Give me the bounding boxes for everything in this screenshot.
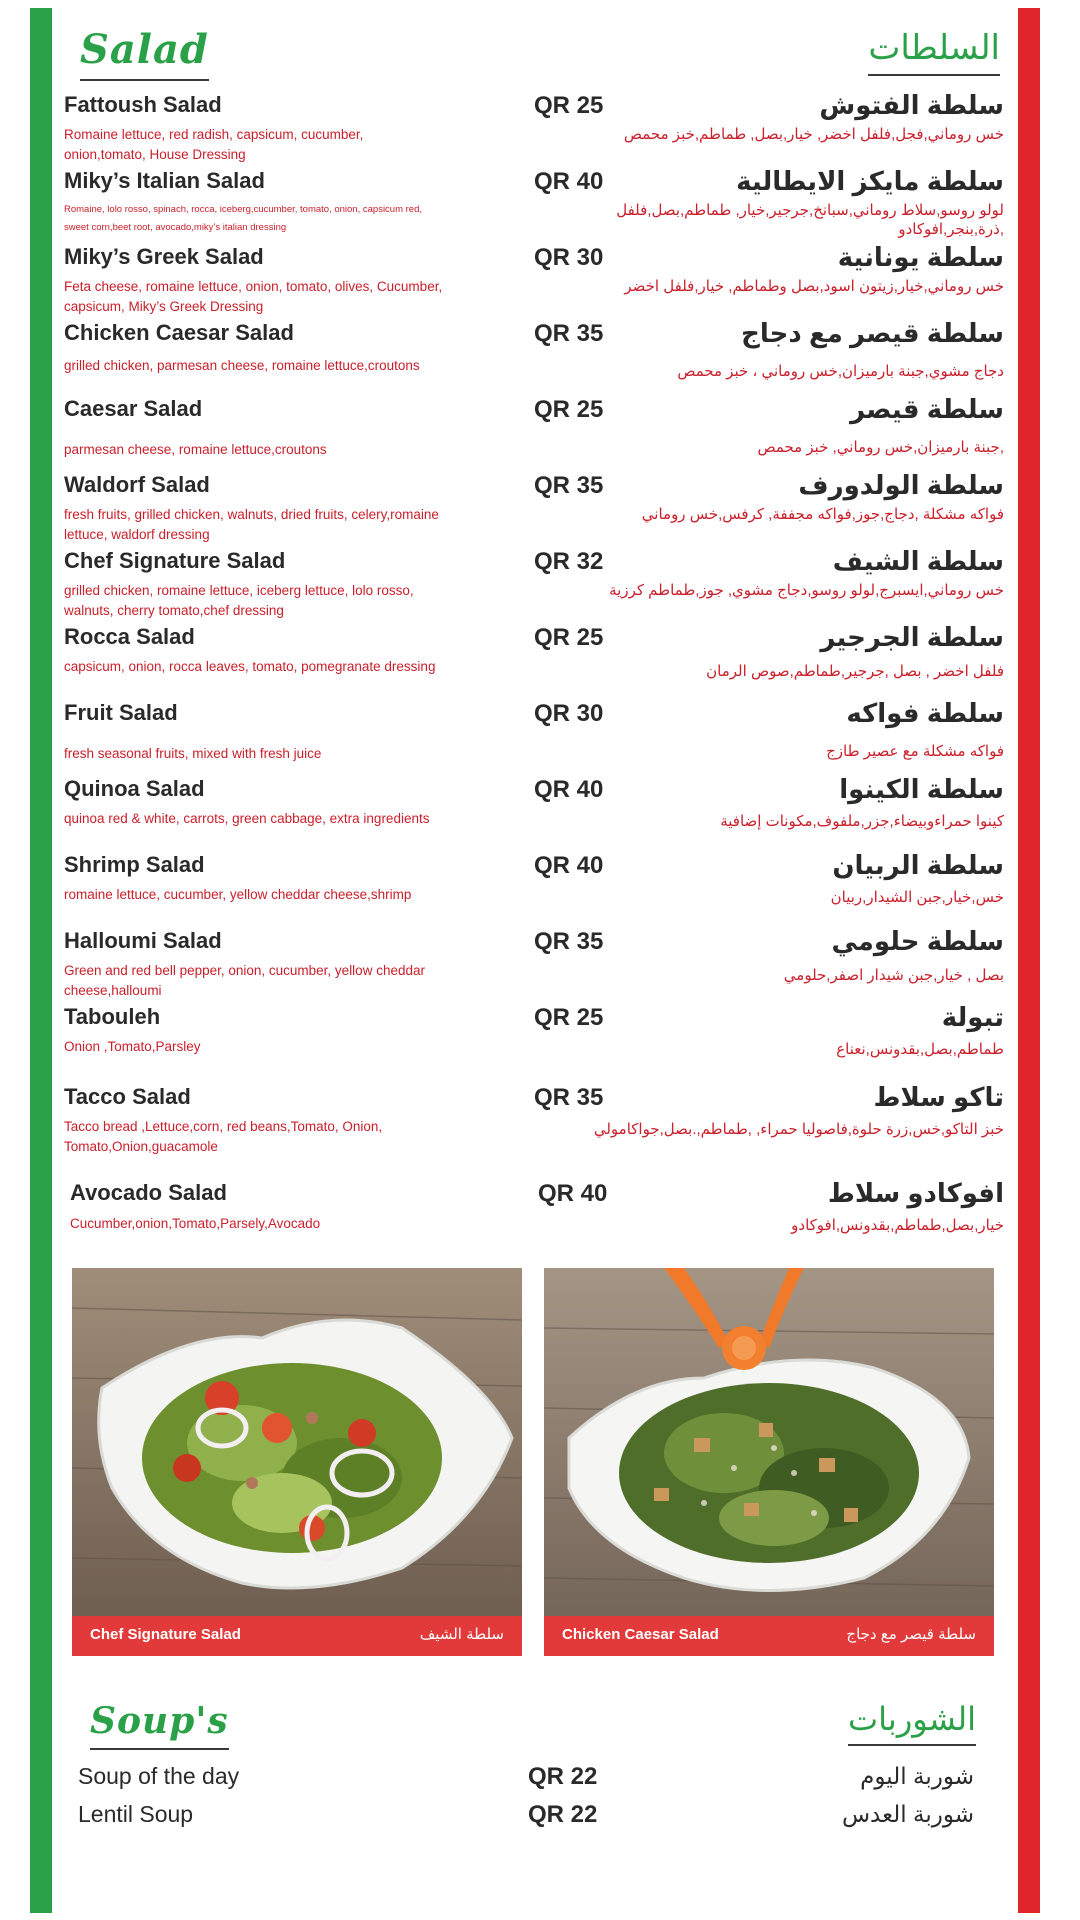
item-description-ar: فواكه مشكلة مع عصير طازج [826,743,1004,760]
item-name: Rocca Salad [64,624,195,649]
item-price: QR 30 [534,244,604,271]
item-name-ar: سلطة الشيف [832,546,1004,576]
item-description-ar: فواكه مشكلة ,دجاج,جوز,فواكه مجففة, كرفس,خس روماني [641,506,1004,523]
item-description: parmesan cheese, romaine lettuce,croutons [64,442,327,457]
item-name: Halloumi Salad [64,928,222,953]
chicken-caesar-salad-photo [544,1268,994,1616]
item-description: Romaine, lolo rosso, spinach, rocca, iceberg,cucumber, tomato, onion, capsicum red, sweet corn,beet root, avocado,miky’s italian dressing [64,204,423,233]
item-price: QR 30 [534,700,604,727]
item-name: Tacco Salad [64,1084,191,1109]
item-price: QR 35 [534,1084,604,1111]
green-frame-bar [30,8,52,1913]
item-name: Fattoush Salad [64,92,222,117]
item-name: Caesar Salad [64,396,203,421]
soup-item [78,1763,974,1801]
item-name-ar: سلطة حلومي [831,926,1004,956]
item-description-ar: خس روماني,فجل,فلفل اخضر, خيار,بصل, طماطم,خبز محمص [623,126,1004,143]
item-description-ar: خس روماني,خيار,زيتون اسود,بصل وطماطم, خيار,فلفل اخضر [624,278,1004,295]
menu-item [64,396,1004,472]
item-name: Tabouleh [64,1004,161,1029]
item-price: QR 25 [534,1004,604,1031]
item-name-ar: سلطة الكينوا [839,774,1004,804]
item-price: QR 40 [534,852,604,879]
item-description-ar: طماطم,بصل,بقدونس,نعناع [836,1041,1004,1058]
item-name-ar: سلطة فواكه [846,698,1004,728]
item-name-ar: سلطة الولدورف [798,470,1004,500]
item-name: Miky’s Italian Salad [64,168,265,193]
item-description: Feta cheese, romaine lettuce, onion, tomato, olives, Cucumber, capsicum, Miky’s Greek Dressing [64,279,443,314]
item-description-ar: بصل , خيار,جبن شيدار اصفر,حلومي [783,967,1004,984]
soup-name-ar: شوربة العدس [841,1801,974,1827]
item-description-ar: كينوا حمراءوبيضاء,جزر,ملفوف,مكونات إضافية [720,813,1004,830]
item-description: Green and red bell pepper, onion, cucumber, yellow cheddar cheese,halloumi [64,963,425,998]
item-description: romaine lettuce, cucumber, yellow cheddar cheese,shrimp [64,887,412,902]
menu-item [64,624,1004,700]
item-name-ar: سلطة مايكز الايطالية [736,166,1004,196]
item-description-ar: فلفل اخضر , بصل ,جرجير,طماطم,صوص الرمان [706,663,1004,680]
menu-item [64,1084,1004,1180]
menu-item [64,776,1004,852]
photo-caption-bar [544,1616,994,1656]
item-description-ar: دجاج مشوي,جبنة بارميزان,خس روماني ، خبز محمص [677,363,1004,380]
item-name-ar: تبولة [941,1002,1004,1032]
item-description: fresh fruits, grilled chicken, walnuts, dried fruits, celery,romaine lettuce, waldorf dressing [64,507,439,542]
menu-item [64,92,1004,168]
item-name-ar: افوكادو سلاط [827,1178,1004,1208]
photo-caption-en: Chicken Caesar Salad [562,1626,719,1643]
item-name: Avocado Salad [70,1180,227,1205]
item-description: fresh seasonal fruits, mixed with fresh juice [64,746,322,761]
item-name-ar: سلطة الفتوش [819,90,1004,120]
item-price: QR 40 [538,1180,608,1207]
salad-heading-en: Salad [80,26,209,73]
item-name-ar: سلطة قيصر [850,394,1004,424]
item-description: Tacco bread ,Lettuce,corn, red beans,Tomato, Onion, Tomato,Onion,guacamole [64,1119,383,1154]
photo-card-chicken-caesar [544,1268,994,1656]
item-name: Chicken Caesar Salad [64,320,294,345]
item-price: QR 35 [534,928,604,955]
soup-menu-list [78,1763,974,1839]
item-description: quinoa red & white, carrots, green cabbage, extra ingredients [64,811,430,826]
item-price: QR 32 [534,548,604,575]
photo-caption-en: Chef Signature Salad [90,1626,241,1643]
item-name: Quinoa Salad [64,776,205,801]
menu-item [64,168,1004,244]
item-description-ar: ,جبنة بارميزان,خس روماني, خبز محمص [757,439,1004,456]
photo-caption-ar: سلطة قيصر مع دجاج [846,1626,976,1643]
item-name: Waldorf Salad [64,472,210,497]
item-description: Onion ,Tomato,Parsley [64,1039,201,1054]
item-price: QR 40 [534,776,604,803]
menu-item [64,852,1004,928]
item-name-ar: سلطة يونانية [837,242,1004,272]
item-description-ar: لولو روسو,سلاط روماني,سبانخ,جرجير,خيار, طماطم,بصل,فلفل ,ذرة,بنجر,افوكادو [616,202,1004,238]
item-name: Shrimp Salad [64,852,205,877]
soup-name-ar: شوربة اليوم [860,1763,974,1789]
soup-price: QR 22 [528,1763,598,1790]
menu-item [64,244,1004,320]
item-name-ar: سلطة الربيان [832,850,1004,880]
item-price: QR 25 [534,624,604,651]
menu-item [64,472,1004,548]
menu-item [64,1180,1004,1244]
red-frame-bar [1018,8,1040,1913]
item-name-ar: سلطة قيصر مع دجاج [741,318,1004,348]
soup-heading-en: Soup's [90,1700,229,1742]
item-name-ar: سلطة الجرجير [820,622,1004,652]
chef-signature-salad-photo [72,1268,522,1616]
soup-item [78,1801,974,1839]
item-description: Romaine lettuce, red radish, capsicum, cucumber, onion,tomato, House Dressing [64,127,364,162]
item-price: QR 40 [534,168,604,195]
item-name: Fruit Salad [64,700,178,725]
item-name-ar: تاكو سلاط [873,1082,1004,1112]
item-description: grilled chicken, romaine lettuce, iceberg lettuce, lolo rosso, walnuts, cherry tomato,chef dressing [64,583,414,618]
photo-card-chef-signature [72,1268,522,1656]
item-description: grilled chicken, parmesan cheese, romaine lettuce,croutons [64,358,420,373]
soup-price: QR 22 [528,1801,598,1828]
item-description: capsicum, onion, rocca leaves, tomato, pomegranate dressing [64,659,436,674]
menu-item [64,1004,1004,1084]
photo-caption-bar [72,1616,522,1656]
menu-item [64,548,1004,624]
salad-menu-list [64,92,1004,1244]
item-description: Cucumber,onion,Tomato,Parsely,Avocado [70,1216,321,1231]
soup-name: Lentil Soup [78,1801,194,1827]
photo-caption-ar: سلطة الشيف [419,1626,504,1643]
menu-item [64,928,1004,1004]
item-description-ar: خيار,بصل,طماطم,بقدونس,افوكادو [791,1217,1004,1234]
item-description-ar: خس روماني,ايسبرج,لولو روسو,دجاج مشوي, جوز,طماطم كرزية [609,582,1004,599]
soup-heading-ar: الشوربات [848,1700,976,1746]
item-name: Chef Signature Salad [64,548,286,573]
item-price: QR 35 [534,320,604,347]
salad-heading-ar: السلطات [868,28,1000,76]
item-description-ar: خس,خيار,جبن الشيدار,ربيان [830,889,1004,906]
menu-item [64,320,1004,396]
item-description-ar: خبز التاكو,خس,زرة حلوة,فاصوليا حمراء, ,طماطم,.بصل,جواكامولي [593,1121,1004,1138]
menu-item [64,700,1004,776]
item-name: Miky’s Greek Salad [64,244,264,269]
item-price: QR 35 [534,472,604,499]
item-price: QR 25 [534,92,604,119]
item-price: QR 25 [534,396,604,423]
soup-name: Soup of the day [78,1763,240,1789]
